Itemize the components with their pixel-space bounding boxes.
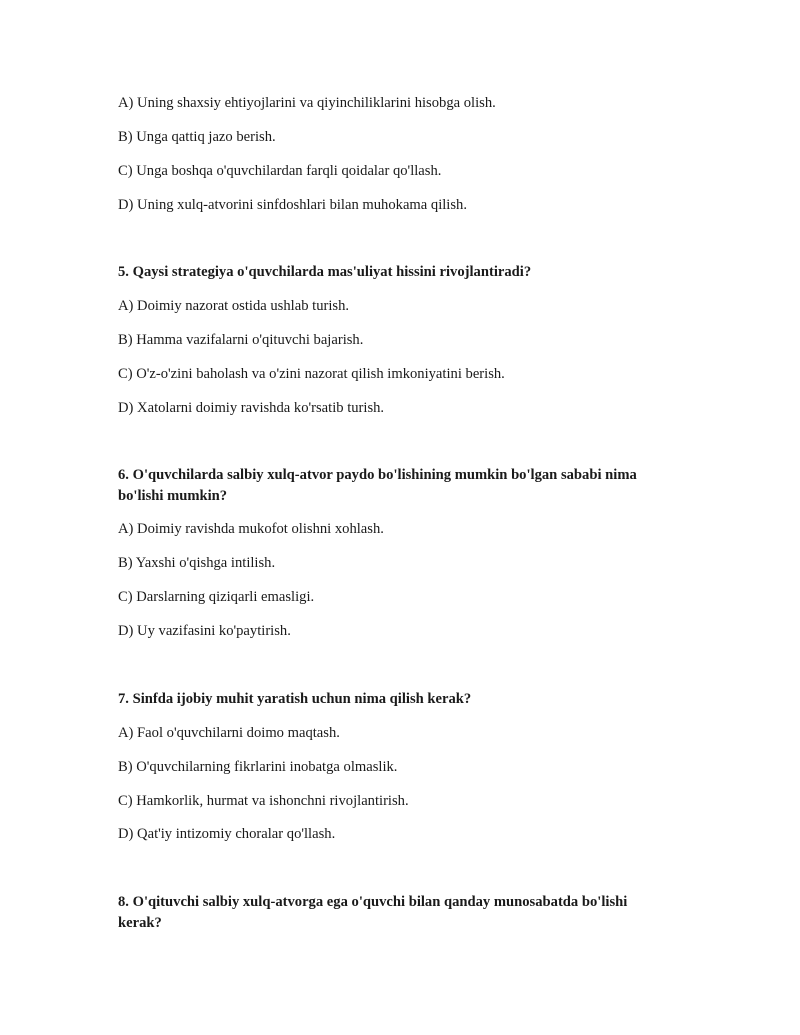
q5-option-c: C) O'z-o'zini baholash va o'zini nazorat qilish imkoniyatini berish. (118, 366, 505, 382)
q5-option-a: A) Doimiy nazorat ostida ushlab turish. (118, 298, 350, 314)
q6-option-b: B) Yaxshi o'qishga intilish. (118, 555, 276, 571)
q7-option-b: B) O'quvchilarning fikrlarini inobatga olmaslik. (118, 759, 398, 775)
q5-option-b: B) Hamma vazifalarni o'qituvchi bajarish. (118, 332, 364, 348)
q4-option-c: C) Unga boshqa o'quvchilardan farqli qoidalar qo'llash. (118, 163, 442, 179)
q7-question: 7. Sinfda ijobiy muhit yaratish uchun nima qilish kerak? (118, 691, 472, 707)
q4-option-b: B) Unga qattiq jazo berish. (118, 129, 276, 145)
q6-option-a: A) Doimiy ravishda mukofot olishni xohlash. (118, 521, 384, 537)
q6-option-c: C) Darslarning qiziqarli emasligi. (118, 589, 315, 605)
q8-question-line2: kerak? (118, 915, 162, 931)
q6-option-d: D) Uy vazifasini ko'paytirish. (118, 623, 291, 639)
q6-question-line1: 6. O'quvchilarda salbiy xulq-atvor paydo bo'lishining mumkin bo'lgan sababi nima (118, 467, 637, 483)
q5-option-d: D) Xatolarni doimiy ravishda ko'rsatib turish. (118, 400, 385, 416)
q7-option-a: A) Faol o'quvchilarni doimo maqtash. (118, 725, 340, 741)
q7-option-c: C) Hamkorlik, hurmat va ishonchni rivojlantirish. (118, 793, 409, 809)
q4-option-d: D) Uning xulq-atvorini sinfdoshlari bilan muhokama qilish. (118, 197, 467, 213)
q8-question-line1: 8. O'qituvchi salbiy xulq-atvorga ega o'quvchi bilan qanday munosabatda bo'lishi (118, 894, 628, 910)
q5-question: 5. Qaysi strategiya o'quvchilarda mas'uliyat hissini rivojlantiradi? (118, 264, 532, 280)
q4-option-a: A) Uning shaxsiy ehtiyojlarini va qiyinchiliklarini hisobga olish. (118, 95, 496, 111)
q7-option-d: D) Qat'iy intizomiy choralar qo'llash. (118, 826, 336, 842)
q6-question-line2: bo'lishi mumkin? (118, 488, 228, 504)
